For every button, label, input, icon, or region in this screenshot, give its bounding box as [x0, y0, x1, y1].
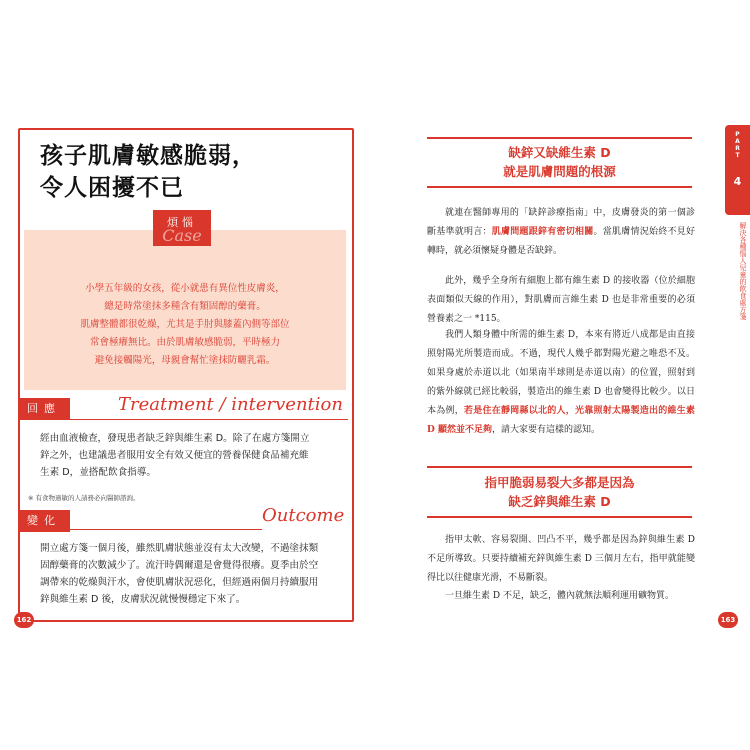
treatment-line: 生素 D，並搭配飲食指導。	[40, 467, 156, 478]
treatment-script: Treatment / intervention	[118, 394, 343, 415]
para3-highlight: 若是住在靜岡縣以北的人，光靠照射太陽製造出的維生素 D 顯然並不足夠	[427, 406, 695, 435]
outcome-line: 開立處方箋一個月後，雖然肌膚狀態並沒有太大改變，不過塗抹類	[40, 543, 319, 554]
para3-text-end: ，請大家要有這樣的認知。	[491, 425, 600, 435]
outcome-script: Outcome	[262, 505, 345, 526]
treatment-label: 回應	[18, 398, 70, 420]
allergy-note: ※ 有食物過敏的人請務必向醫師諮詢。	[28, 494, 140, 502]
para1-highlight: 肌膚問題跟鋅有密切相關	[491, 227, 594, 237]
part-tab	[725, 125, 750, 215]
part-tab-number: 4	[733, 175, 742, 188]
part-tab-label: PART	[735, 131, 740, 159]
outcome-text	[40, 540, 330, 608]
paragraph-4: 指甲太軟、容易裂開、凹凸不平，幾乎都是因為鋅與維生素 D 不足所導致。只要持續補充鋅與維生素 D 三個月左右，指甲就能變得比以往健康光滑，不易斷裂。	[427, 535, 695, 583]
heading2-bottom-rule	[427, 516, 692, 518]
heading1-line-1: 缺鋅又缺維生素 D	[508, 145, 611, 160]
chapter-side-title: 解決各種惱人兒童的飲食處方箋	[739, 222, 747, 320]
case-line: 常會極癢無比。由於肌膚敏感脆弱，平時極力	[89, 337, 280, 348]
title-line-1: 孩子肌膚敏感脆弱，	[40, 143, 256, 169]
paragraph-2: 此外，幾乎全身所有細胞上都有維生素 D 的接收器（位於細胞表面類似天線的作用），對肌膚而言維生素 D 也是非常重要的必須營養素之一 *115。	[427, 276, 695, 324]
heading2-line-1: 指甲脆弱易裂大多都是因為	[484, 475, 635, 490]
case-tab-script: Case	[162, 226, 202, 245]
heading1-bottom-rule	[427, 186, 692, 188]
case-line: 肌膚整體都很乾燥，尤其是手肘與膝蓋內側等部位	[80, 319, 290, 330]
treatment-line: 經由血液檢查，發現患者缺乏鋅與維生素 D。除了在處方箋開立	[40, 433, 310, 444]
case-tab	[153, 210, 211, 246]
heading1-line-2: 就是肌膚問題的根源	[503, 164, 616, 179]
heading1	[427, 143, 692, 181]
case-line: 總是時常塗抹多種含有類固醇的藥膏。	[104, 301, 266, 312]
para1-text-end: 。當肌膚情況始終不見好轉時，就必須懷疑身體是否缺鋅。	[427, 227, 695, 256]
page-number-right: 163	[718, 612, 738, 628]
paragraph-5: 一旦維生素 D 不足，缺乏，體內就無法順利運用礦物質。	[445, 591, 674, 601]
case-tab-label: 煩惱	[167, 216, 197, 229]
treatment-line: 鋅之外，也建議患者服用安全有效又便宜的營養保健食品補充維	[40, 450, 309, 461]
case-box	[24, 230, 346, 390]
case-study-panel	[18, 128, 354, 622]
paragraph-1	[427, 204, 695, 261]
para3-text: 我們人類身體中所需的維生素 D，本來有將近八成都是由直接照射陽光所製造而成。不過，現代人幾乎都對陽光避之唯恐不及。如果身處於赤道以北（如果南半球則是赤道以南）的位置，照射到的紫外線就已經比較弱，製造出的維生素 D 也會變得比較少。以日本為例，	[427, 330, 695, 416]
heading2-line-2: 缺乏鋅與維生素 D	[508, 494, 611, 509]
page-title	[40, 140, 256, 204]
treatment-text	[40, 430, 330, 481]
heading2	[427, 473, 692, 511]
title-line-2: 令人困擾不已	[40, 175, 184, 201]
outcome-label: 變化	[18, 510, 70, 532]
case-line: 避免接觸陽光，母親會幫忙塗抹防曬乳霜。	[94, 355, 276, 366]
paragraph-3	[427, 326, 695, 440]
para1-text: 就連在醫師專用的「缺鋅診療指南」中，皮膚發炎的第一個診斷基準就明言：	[427, 208, 695, 237]
heading2-top-rule	[427, 466, 692, 468]
outcome-line: 固醇藥膏的次數減少了。流汗時偶爾還是會覺得很癢。夏季由於空	[40, 560, 319, 571]
treatment-rule	[70, 419, 348, 420]
heading1-top-rule	[427, 137, 692, 139]
outcome-line: 調帶來的乾燥與汗水，會使肌膚狀況惡化，但經過兩個月持續服用	[40, 577, 319, 588]
case-line: 小學五年級的女孩，從小就患有異位性皮膚炎，	[85, 283, 285, 294]
case-description	[32, 280, 338, 370]
page-number-left: 162	[14, 612, 34, 628]
outcome-line: 鋅與維生素 D 後，皮膚狀況就慢慢穩定下來了。	[40, 594, 246, 605]
outcome-rule	[70, 529, 262, 530]
